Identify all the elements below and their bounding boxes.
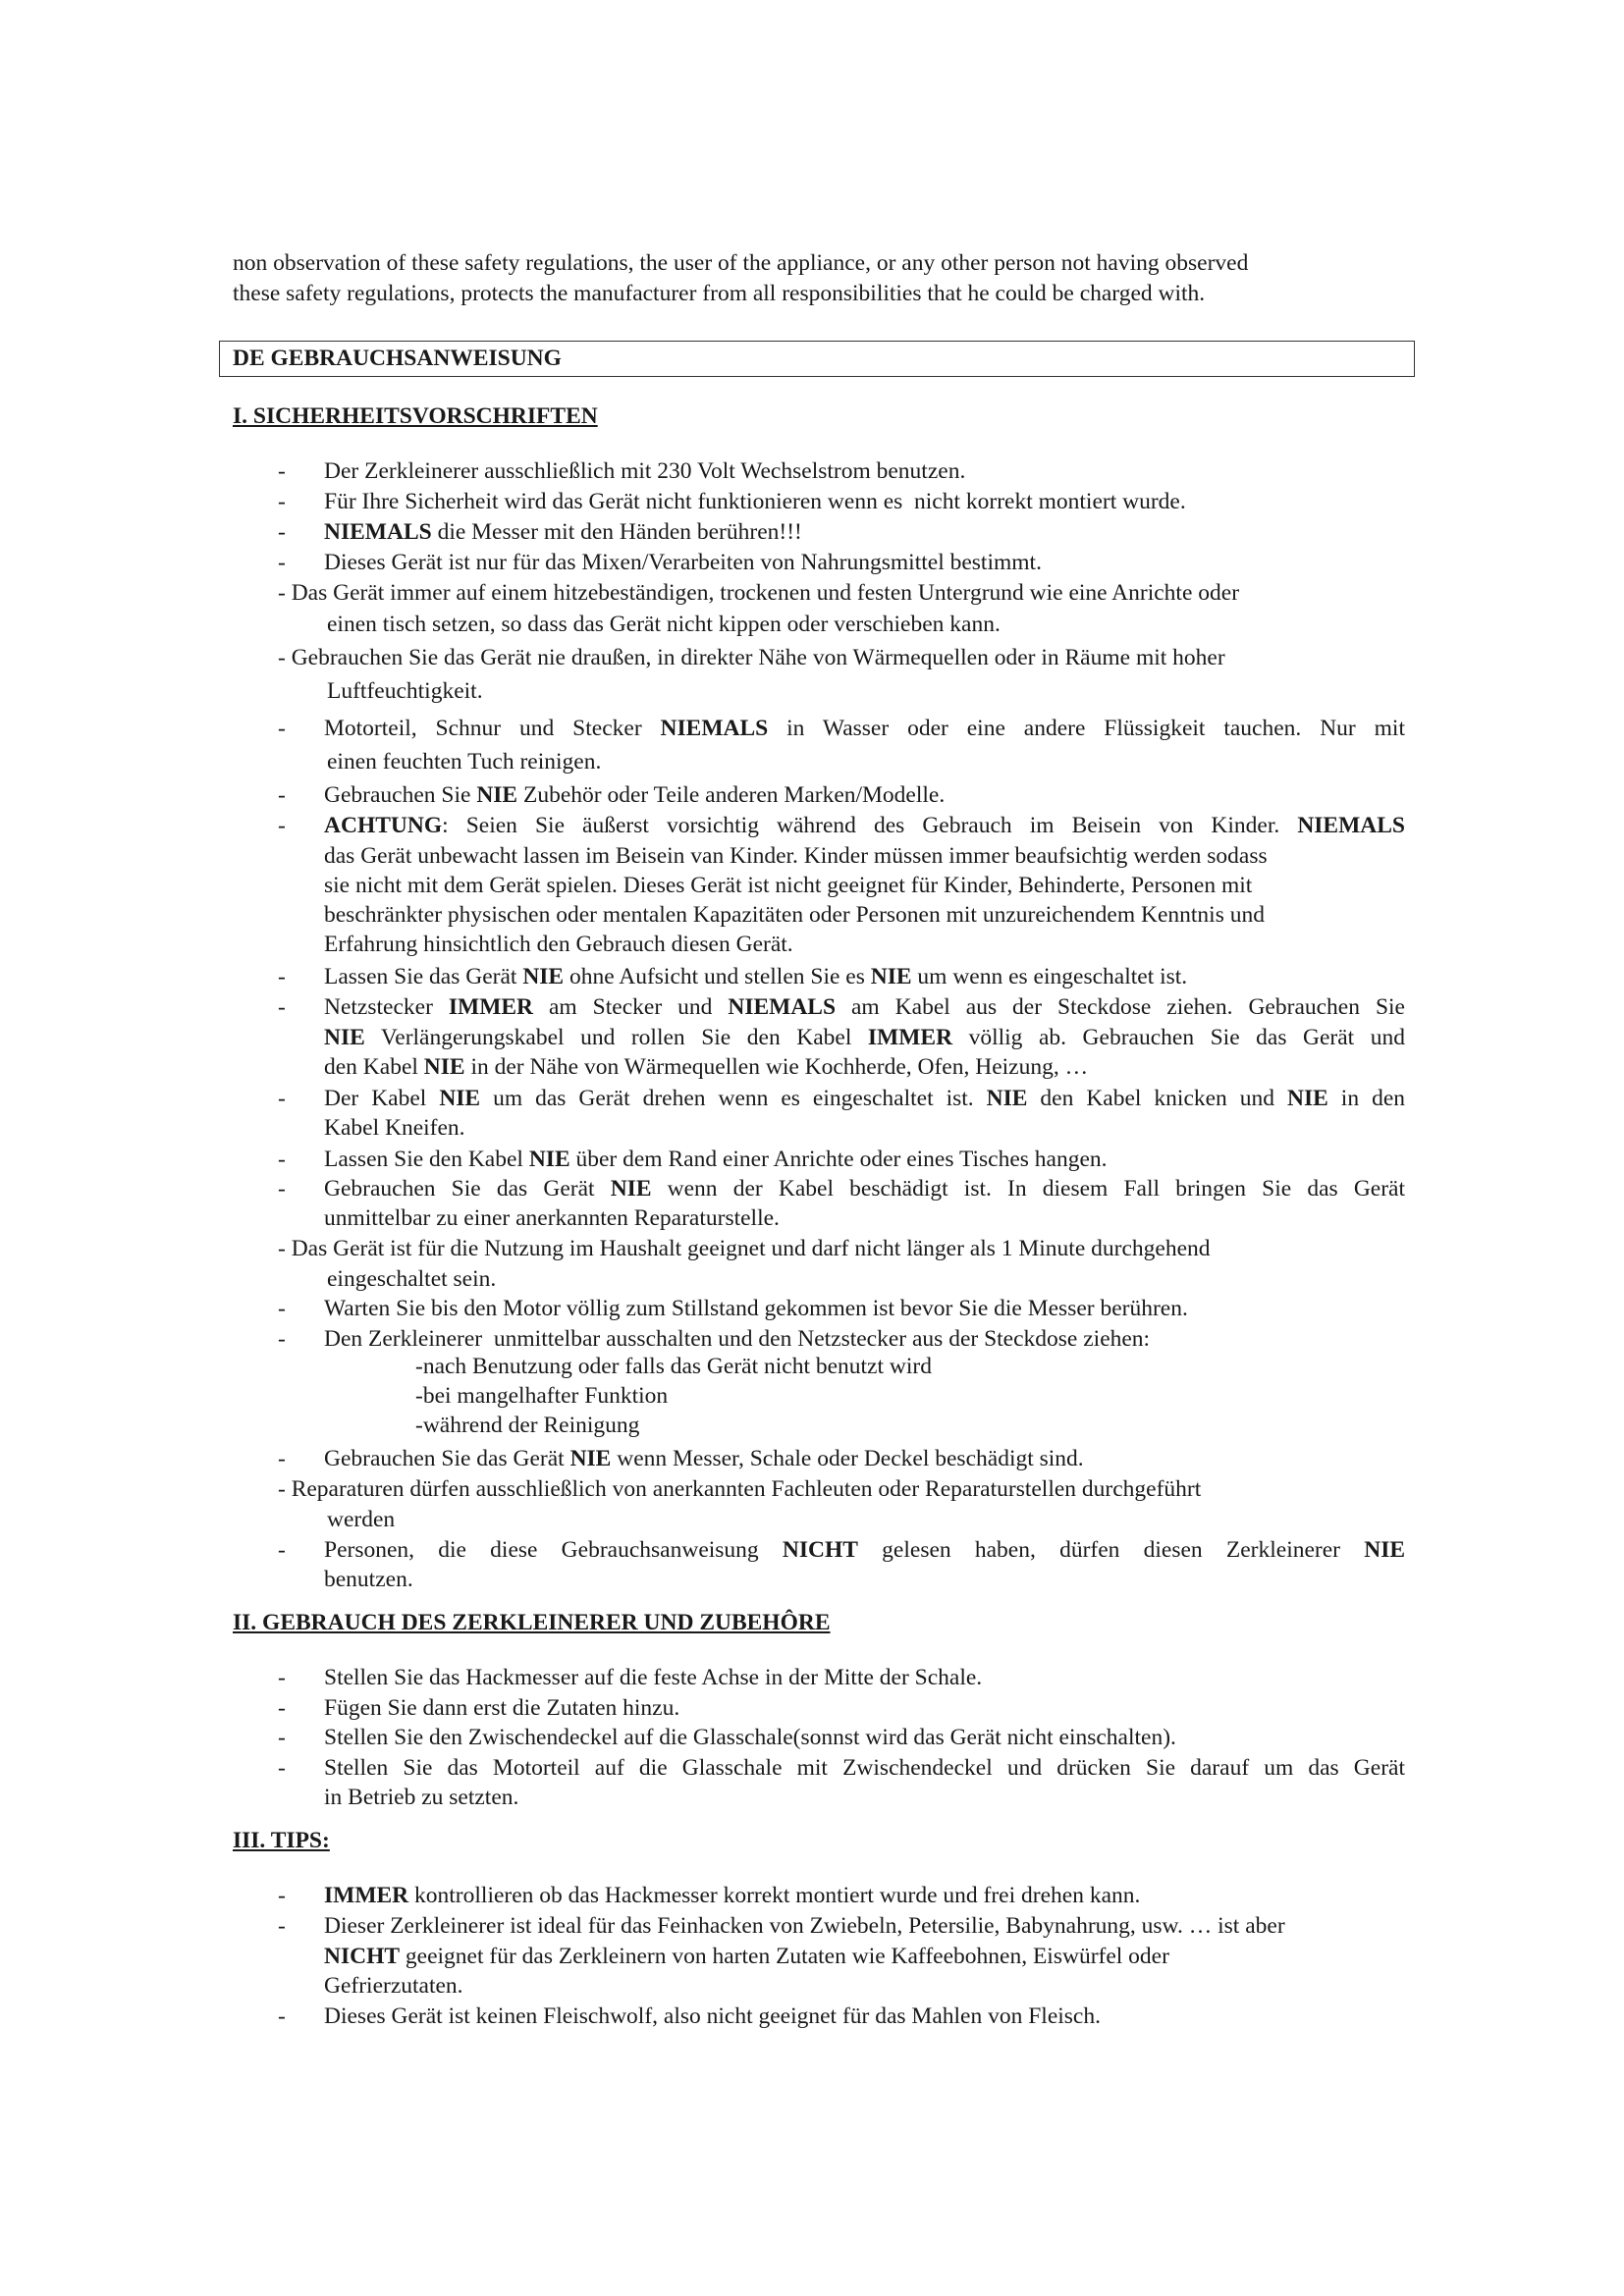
text-run: völlig ab. Gebrauchen Sie das Gerät und [952, 1025, 1405, 1050]
text-run: wenn der Kabel beschädigt ist. In diesem Fall bringen Sie das Gerät [651, 1176, 1406, 1201]
emphasis: NIE [610, 1176, 652, 1201]
item-text: Luftfeuchtigkeit. [327, 678, 483, 704]
text-run: geeignet für das Zerkleinern von harten Zutaten wie Kaffeebohnen, Eiswürfel oder [400, 1944, 1169, 1969]
bullet-dash: - [278, 1537, 286, 1563]
emphasis: NICHT [782, 1537, 858, 1563]
language-section-box [219, 341, 1415, 377]
item-text [324, 811, 1405, 840]
emphasis: NIE [476, 782, 518, 808]
item-text: benutzen. [324, 1567, 413, 1592]
text-run: um wenn es eingeschaltet ist. [911, 964, 1188, 989]
text-run: wenn Messer, Schale oder Deckel beschädigt sind. [611, 1446, 1084, 1471]
item-text [324, 1145, 1108, 1174]
bullet-dash: - [278, 1695, 286, 1721]
item-text [324, 1444, 1084, 1473]
bullet-dash: - [278, 1147, 286, 1172]
item-text [324, 962, 1187, 991]
item-text [324, 517, 802, 547]
emphasis: NIE [1287, 1086, 1328, 1111]
emphasis: NIEMALS [660, 716, 769, 741]
item-text: sie nicht mit dem Gerät spielen. Dieses Gerät ist nicht geeignet für Kinder, Behinderte, Personen mit [324, 873, 1253, 898]
text-run: Lassen Sie das Gerät [324, 964, 523, 989]
emphasis: NIE [522, 964, 565, 989]
emphasis: NICHT [324, 1944, 401, 1969]
item-text [324, 992, 1405, 1022]
bullet-dash: - [278, 1883, 286, 1908]
text-run: den Kabel [324, 1054, 424, 1080]
text-run: Netzstecker [324, 994, 449, 1020]
item-text [324, 1174, 1405, 1203]
item-text: das Gerät unbewacht lassen im Beisein van Kinder. Kinder müssen immer beaufsichtig werden sodass [324, 843, 1268, 869]
item-text: Warten Sie bis den Motor völlig zum Stillstand gekommen ist bevor Sie die Messer berühren. [324, 1296, 1188, 1321]
item-text: - Das Gerät immer auf einem hitzebeständigen, trockenen und festen Untergrund wie eine Anrichte oder [278, 580, 1240, 606]
emphasis: NIE [324, 1025, 365, 1050]
text-run: in den [1327, 1086, 1405, 1111]
bullet-dash: - [278, 1326, 286, 1352]
emphasis: NIE [1364, 1537, 1406, 1563]
emphasis: NIE [423, 1054, 465, 1080]
bullet-dash: - [278, 550, 286, 575]
bullet-dash: - [278, 782, 286, 808]
section-heading: I. SICHERHEITSVORSCHRIFTEN [233, 403, 598, 429]
emphasis: NIE [528, 1147, 570, 1172]
bullet-dash: - [278, 964, 286, 989]
text-run: am Stecker und [533, 994, 729, 1020]
bullet-dash: - [278, 489, 286, 514]
sub-item: -nach Benutzung oder falls das Gerät nicht benutzt wird [415, 1354, 932, 1379]
text-run: Motorteil, Schnur und Stecker [324, 716, 661, 741]
emphasis: NIE [569, 1446, 612, 1471]
item-text: Fügen Sie dann erst die Zutaten hinzu. [324, 1695, 680, 1721]
item-text: beschränkter physischen oder mentalen Kapazitäten oder Personen mit unzureichendem Kenntnis und [324, 902, 1265, 928]
text-run: in Wasser oder eine andere Flüssigkeit tauchen. Nur mit [768, 716, 1405, 741]
emphasis: IMMER [867, 1025, 953, 1050]
section-heading: III. TIPS: [233, 1828, 330, 1853]
item-text [324, 1084, 1405, 1113]
item-text: - Gebrauchen Sie das Gerät nie draußen, in direkter Nähe von Wärmequellen oder in Räume mit hoher [278, 645, 1225, 670]
item-text: Kabel Kneifen. [324, 1115, 465, 1141]
text-run: Gebrauchen Sie das Gerät [324, 1446, 570, 1471]
text-run: Gebrauchen Sie [324, 782, 477, 808]
bullet-dash: - [278, 1296, 286, 1321]
text-run: um das Gerät drehen wenn es eingeschaltet ist. [480, 1086, 987, 1111]
text-run: den Kabel knicken und [1027, 1086, 1288, 1111]
emphasis: IMMER [448, 994, 534, 1020]
item-text: Stellen Sie das Motorteil auf die Glasschale mit Zwischendeckel und drücken Sie darauf um das Gerät [324, 1755, 1405, 1781]
bullet-dash: - [278, 994, 286, 1020]
bullet-dash: - [278, 458, 286, 484]
emphasis: NIE [439, 1086, 481, 1111]
text-run: ohne Aufsicht und stellen Sie es [564, 964, 871, 989]
bullet-dash: - [278, 813, 286, 838]
emphasis: NIEMALS [324, 519, 432, 545]
item-text: eingeschaltet sein. [327, 1266, 497, 1292]
text-run: Lassen Sie den Kabel [324, 1147, 529, 1172]
item-text: Gefrierzutaten. [324, 1973, 463, 1999]
text-run: am Kabel aus der Steckdose ziehen. Gebrauchen Sie [836, 994, 1405, 1020]
language-section-title: DE GEBRAUCHSANWEISUNG [233, 346, 562, 371]
emphasis: NIE [870, 964, 912, 989]
text-run: in der Nähe von Wärmequellen wie Kochherde, Ofen, Heizung, … [464, 1054, 1089, 1080]
emphasis: NIEMALS [728, 994, 837, 1020]
bullet-dash: - [278, 2003, 286, 2029]
item-text: Dieses Gerät ist keinen Fleischwolf, also nicht geeignet für das Mahlen von Fleisch. [324, 2003, 1101, 2029]
item-text: Den Zerkleinerer unmittelbar ausschalten und den Netzstecker aus der Steckdose ziehen: [324, 1326, 1151, 1352]
text-run: über dem Rand einer Anrichte oder eines Tisches hangen. [569, 1147, 1108, 1172]
item-text [324, 714, 1405, 743]
intro-line: these safety regulations, protects the manufacturer from all responsibilities that he could be charged with. [233, 281, 1206, 306]
item-text: Dieser Zerkleinerer ist ideal für das Feinhacken von Zwiebeln, Petersilie, Babynahrung, usw. … ist aber [324, 1913, 1285, 1939]
text-run: Verlängerungskabel und rollen Sie den Kabel [364, 1025, 868, 1050]
emphasis: NIE [986, 1086, 1028, 1111]
bullet-dash: - [278, 1446, 286, 1471]
intro-line: non observation of these safety regulations, the user of the appliance, or any other person not having observed [233, 250, 1249, 276]
emphasis: IMMER [324, 1883, 409, 1908]
item-text: unmittelbar zu einer anerkannten Reparaturstelle. [324, 1205, 780, 1231]
bullet-dash: - [278, 1725, 286, 1750]
item-text [324, 1535, 1405, 1565]
bullet-dash: - [278, 519, 286, 545]
item-text: werden [327, 1507, 396, 1532]
item-text: einen feuchten Tuch reinigen. [327, 749, 602, 774]
bullet-dash: - [278, 1176, 286, 1201]
text-run: gelesen haben, dürfen diesen Zerkleinerer [857, 1537, 1365, 1563]
item-text [324, 780, 945, 810]
bullet-dash: - [278, 1665, 286, 1690]
item-text [324, 1881, 1140, 1910]
bullet-dash: - [278, 1913, 286, 1939]
item-text: Erfahrung hinsichtlich den Gebrauch diesen Gerät. [324, 932, 793, 957]
text-run: Der Kabel [324, 1086, 440, 1111]
bullet-dash: - [278, 1086, 286, 1111]
item-text [324, 1942, 1169, 1971]
item-text: Stellen Sie den Zwischendeckel auf die Glasschale(sonnst wird das Gerät nicht einschalten). [324, 1725, 1176, 1750]
sub-item: -während der Reinigung [415, 1413, 640, 1438]
item-text [324, 1052, 1088, 1082]
item-text [324, 1023, 1405, 1052]
item-text: Der Zerkleinerer ausschließlich mit 230 Volt Wechselstrom benutzen. [324, 458, 966, 484]
item-text: Stellen Sie das Hackmesser auf die feste Achse in der Mitte der Schale. [324, 1665, 983, 1690]
sub-item: -bei mangelhafter Funktion [415, 1383, 669, 1409]
text-run: Gebrauchen Sie das Gerät [324, 1176, 611, 1201]
item-text: einen tisch setzen, so dass das Gerät nicht kippen oder verschieben kann. [327, 612, 1001, 637]
text-run: : Seien Sie äußerst vorsichtig während des Gebrauch im Beisein von Kinder. [442, 813, 1298, 838]
section-heading: II. GEBRAUCH DES ZERKLEINERER UND ZUBEHÔRE [233, 1610, 831, 1635]
item-text: - Das Gerät ist für die Nutzung im Haushalt geeignet und darf nicht länger als 1 Minute durchgehend [278, 1236, 1211, 1261]
intro-paragraph [233, 248, 1411, 309]
item-text: - Reparaturen dürfen ausschließlich von anerkannten Fachleuten oder Reparaturstellen durchgeführt [278, 1476, 1202, 1502]
item-text: Dieses Gerät ist nur für das Mixen/Verarbeiten von Nahrungsmittel bestimmt. [324, 550, 1042, 575]
item-text: in Betrieb zu setzten. [324, 1785, 519, 1810]
item-text: Für Ihre Sicherheit wird das Gerät nicht funktionieren wenn es nicht korrekt montiert wurde. [324, 489, 1186, 514]
bullet-dash: - [278, 716, 286, 741]
text-run: kontrollieren ob das Hackmesser korrekt montiert wurde und frei drehen kann. [408, 1883, 1141, 1908]
text-run: Personen, die diese Gebrauchsanweisung [324, 1537, 783, 1563]
text-run: die Messer mit den Händen berühren!!! [431, 519, 802, 545]
bullet-dash: - [278, 1755, 286, 1781]
emphasis: ACHTUNG [324, 813, 443, 838]
emphasis: NIEMALS [1297, 813, 1405, 838]
text-run: Zubehör oder Teile anderen Marken/Modelle. [517, 782, 946, 808]
